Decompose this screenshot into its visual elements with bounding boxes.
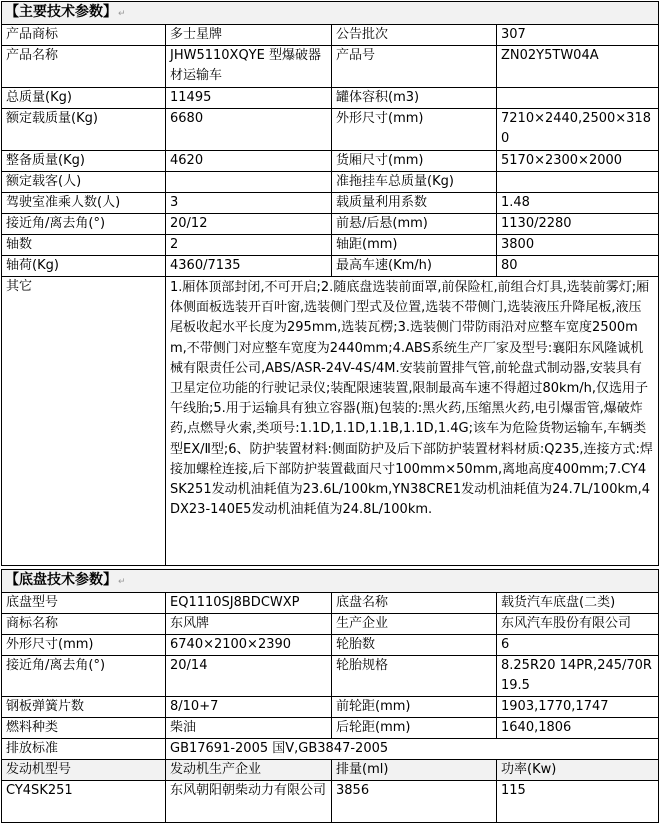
value-cell: 8.25R20 14PR,245/70R19.5 bbox=[497, 656, 659, 697]
engine-header-cell: 发动机生产企业 bbox=[166, 760, 332, 781]
value-cell: 7210×2440,2500×3180 bbox=[497, 109, 659, 151]
value-cell: 20/12 bbox=[166, 214, 332, 235]
value-cell bbox=[497, 88, 659, 109]
label-cell: 轮胎数 bbox=[332, 635, 497, 656]
value-cell: 多士星牌 bbox=[166, 25, 332, 46]
value-cell: 3800 bbox=[497, 235, 659, 256]
value-cell: 1640,1806 bbox=[497, 718, 659, 739]
value-cell: 2 bbox=[166, 235, 332, 256]
paragraph-mark-icon: ↵ bbox=[118, 9, 126, 19]
value-cell: 4360/7135 bbox=[166, 256, 332, 277]
label-cell: 钢板弹簧片数 bbox=[2, 697, 166, 718]
other-notes-text: 1.厢体顶部封闭,不可开启;2.随底盘选装前面罩,前保险杠,前组合灯具,选装前雾灯;厢体侧面板选装开百叶窗,选装侧门型式及位置,选装不带侧门,选装液压升降尾板,液压尾板收起水平长度为295mm,选装瓦楞;3.选装侧门带防雨沿对应整车宽度2500mm,不带侧门对应整车宽度为2440mm;4.ABS系统生产厂家及型号:襄阳东风隆诚机械有限责任公司,ABS/ASR-24V-4S/4M.安装前置排气管,前轮盘式制动器,安装具有卫星定位功能的行驶记录仪;装配限速装置,限制最高车速不得超过80km/h,仅选用子午线胎;5.用于运输具有独立容器(瓶)包装的:黑火药,压缩黑火药,电引爆雷管,爆破炸药,点燃导火索,类项号:1.1D,1.1D,1.1B,1.1D,1.4G;该车为危险货物运输车,车辆类型EX/Ⅱ型;6、防护装置材料:侧面防护及后下部防护装置材料材质:Q235,连接方式:焊接加螺栓连接,后下部防护装置截面尺寸100mm×50mm,离地高度400mm;7.CY4SK251发动机油耗值为23.6L/100km,YN38CRE1发动机油耗值为24.7L/100km,4DX23-140E5发动机油耗值为24.8L/100km. bbox=[166, 277, 659, 566]
label-cell: 轮胎规格 bbox=[332, 656, 497, 697]
label-cell: 轴数 bbox=[2, 235, 166, 256]
value-cell: 80 bbox=[497, 256, 659, 277]
engine-header-row bbox=[2, 760, 659, 781]
value-cell: 1130/2280 bbox=[497, 214, 659, 235]
label-cell: 额定载质量(Kg) bbox=[2, 109, 166, 151]
table-row bbox=[2, 781, 659, 823]
label-cell: 整备质量(Kg) bbox=[2, 151, 166, 172]
engine-cell: 115 bbox=[497, 781, 659, 823]
value-cell: 6 bbox=[497, 635, 659, 656]
label-cell: 额定载客(人) bbox=[2, 172, 166, 193]
table-row bbox=[2, 697, 659, 718]
value-cell: 载货汽车底盘(二类) bbox=[497, 593, 659, 614]
label-cell: 罐体容积(m3) bbox=[332, 88, 497, 109]
label-cell: 燃料种类 bbox=[2, 718, 166, 739]
label-cell: 轴荷(Kg) bbox=[2, 256, 166, 277]
table-row bbox=[2, 193, 659, 214]
value-cell: EQ1110SJ8BDCWXP bbox=[166, 593, 332, 614]
engine-header-cell: 功率(Kw) bbox=[497, 760, 659, 781]
table-row bbox=[2, 172, 659, 193]
label-cell: 准拖挂车总质量(Kg) bbox=[332, 172, 497, 193]
label-cell: 货厢尺寸(mm) bbox=[332, 151, 497, 172]
table-row bbox=[2, 593, 659, 614]
label-cell: 前轮距(mm) bbox=[332, 697, 497, 718]
engine-cell: CY4SK251 bbox=[2, 781, 166, 823]
value-cell: 东风牌 bbox=[166, 614, 332, 635]
value-cell: JHW5110XQYE 型爆破器材运输车 bbox=[166, 46, 332, 88]
label-cell: 底盘型号 bbox=[2, 593, 166, 614]
table-row bbox=[2, 46, 659, 88]
label-cell: 底盘名称 bbox=[332, 593, 497, 614]
value-cell: 东风汽车股份有限公司 bbox=[497, 614, 659, 635]
emission-value: GB17691-2005 国Ⅴ,GB3847-2005 bbox=[166, 739, 659, 760]
value-cell: 1.48 bbox=[497, 193, 659, 214]
table-row bbox=[2, 718, 659, 739]
value-cell: 6680 bbox=[166, 109, 332, 151]
label-cell: 总质量(Kg) bbox=[2, 88, 166, 109]
emission-row bbox=[2, 739, 659, 760]
main-spec-header-text: 【主要技术参数】 bbox=[5, 4, 117, 20]
value-cell: 5170×2300×2000 bbox=[497, 151, 659, 172]
main-spec-header bbox=[2, 2, 659, 25]
chassis-spec-table bbox=[1, 569, 659, 823]
table-row bbox=[2, 256, 659, 277]
label-cell: 产品商标 bbox=[2, 25, 166, 46]
label-cell: 公告批次 bbox=[332, 25, 497, 46]
table-row bbox=[2, 635, 659, 656]
table-row bbox=[2, 614, 659, 635]
table-row bbox=[2, 235, 659, 256]
label-cell: 驾驶室准乘人数(人) bbox=[2, 193, 166, 214]
value-cell: 1903,1770,1747 bbox=[497, 697, 659, 718]
value-cell: 20/14 bbox=[166, 656, 332, 697]
table-row bbox=[2, 88, 659, 109]
label-cell: 最高车速(Km/h) bbox=[332, 256, 497, 277]
value-cell: 8/10+7 bbox=[166, 697, 332, 718]
paragraph-mark-icon: ↵ bbox=[118, 577, 126, 587]
table-row bbox=[2, 151, 659, 172]
value-cell: 3 bbox=[166, 193, 332, 214]
label-cell: 外形尺寸(mm) bbox=[332, 109, 497, 151]
label-cell: 外形尺寸(mm) bbox=[2, 635, 166, 656]
label-cell: 接近角/离去角(°) bbox=[2, 214, 166, 235]
value-cell: 307 bbox=[497, 25, 659, 46]
value-cell: 柴油 bbox=[166, 718, 332, 739]
value-cell: 11495 bbox=[166, 88, 332, 109]
label-cell: 生产企业 bbox=[332, 614, 497, 635]
label-cell: 商标名称 bbox=[2, 614, 166, 635]
value-cell: ZN02Y5TW04A bbox=[497, 46, 659, 88]
value-cell bbox=[497, 172, 659, 193]
engine-cell: 东风朝阳朝柴动力有限公司 bbox=[166, 781, 332, 823]
table-row bbox=[2, 214, 659, 235]
label-cell: 后轮距(mm) bbox=[332, 718, 497, 739]
label-cell: 前悬/后悬(mm) bbox=[332, 214, 497, 235]
engine-header-cell: 排量(ml) bbox=[332, 760, 497, 781]
chassis-spec-header bbox=[2, 570, 659, 593]
table-row bbox=[2, 656, 659, 697]
engine-cell: 3856 bbox=[332, 781, 497, 823]
emission-label: 排放标准 bbox=[2, 739, 166, 760]
engine-header-cell: 发动机型号 bbox=[2, 760, 166, 781]
other-label: 其它 bbox=[2, 277, 166, 566]
value-cell: 6740×2100×2390 bbox=[166, 635, 332, 656]
chassis-spec-header-text: 【底盘技术参数】 bbox=[5, 572, 117, 588]
label-cell: 载质量利用系数 bbox=[332, 193, 497, 214]
main-spec-table bbox=[1, 1, 659, 566]
label-cell: 产品名称 bbox=[2, 46, 166, 88]
value-cell: 4620 bbox=[166, 151, 332, 172]
label-cell: 轴距(mm) bbox=[332, 235, 497, 256]
label-cell: 产品号 bbox=[332, 46, 497, 88]
value-cell bbox=[166, 172, 332, 193]
other-notes-row bbox=[2, 277, 659, 566]
table-row bbox=[2, 109, 659, 151]
label-cell: 接近角/离去角(°) bbox=[2, 656, 166, 697]
table-row bbox=[2, 25, 659, 46]
